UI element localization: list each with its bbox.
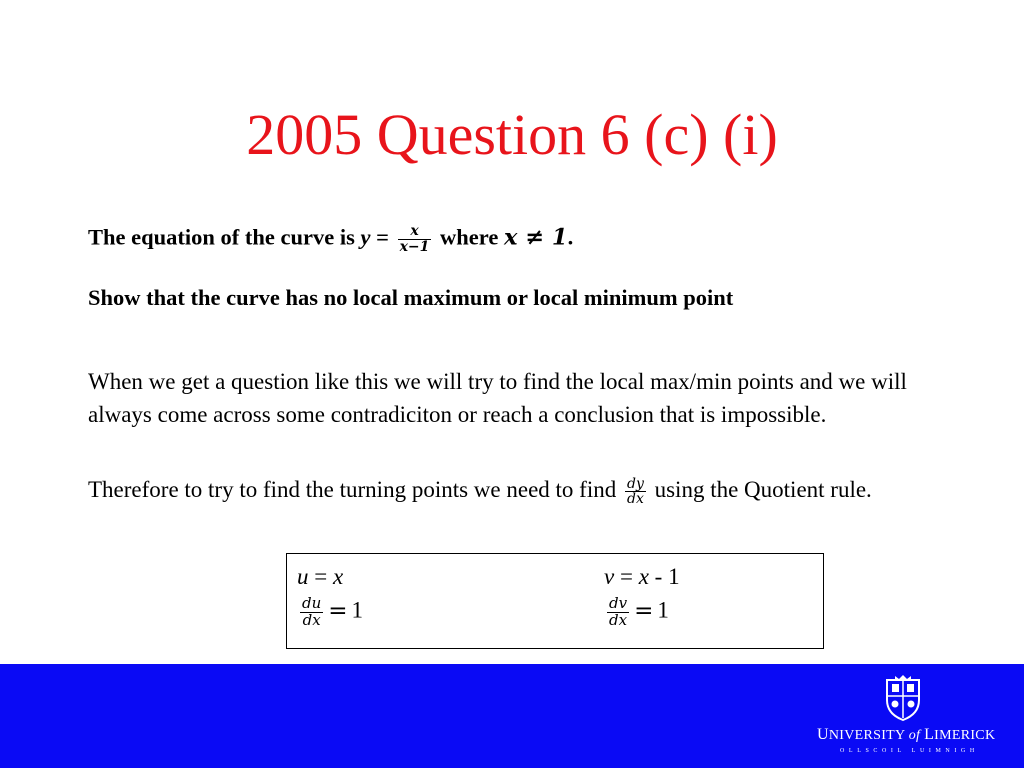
var-u: u: [297, 564, 309, 589]
footer-bar: [0, 664, 1024, 768]
fraction-du-dx: [300, 596, 323, 629]
fraction-denominator: dx: [626, 491, 644, 508]
logo-of: of: [908, 728, 921, 743]
question-prefix: The equation of the curve is: [88, 224, 361, 250]
paragraph2-after: using the Quotient rule.: [648, 477, 872, 502]
slide-title: 2005 Question 6 (c) (i): [246, 102, 778, 167]
quotient-rule-paragraph: [88, 474, 938, 507]
period: .: [567, 224, 574, 250]
logo-word: NIVERSITY: [828, 728, 905, 743]
logo-letter: U: [817, 726, 829, 743]
university-irish-name: OLLSCOIL LUIMNIGH: [840, 748, 979, 754]
dv-dx-definition: [604, 596, 669, 629]
logo-word: IMERICK: [934, 728, 996, 743]
u-value: x: [332, 564, 344, 589]
equals-sign: =: [614, 564, 639, 589]
fraction-dv-dx: [607, 596, 629, 629]
fraction-dy-dx: [625, 477, 646, 507]
du-dx-value: 1: [351, 597, 364, 623]
v-rest: - 1: [648, 564, 680, 589]
equals-sign: =: [328, 597, 348, 624]
university-crest-icon: [881, 674, 925, 722]
fraction-denominator: x−1: [399, 238, 430, 255]
v-definition: [604, 564, 680, 590]
fraction-denominator: dx: [609, 610, 628, 629]
u-definition: [297, 564, 343, 590]
university-logo-text: [817, 726, 995, 744]
var-v: v: [604, 564, 615, 589]
explanation-paragraph: When we get a question like this we will try to find the local max/min points and we will always come across some contradiciton or reach a conclusion that is impossible.: [88, 369, 907, 427]
question-line-1: [88, 224, 573, 254]
condition-x-not-1: x ≠ 1: [503, 224, 568, 251]
equals-sign: =: [308, 564, 333, 589]
var-y: y: [360, 224, 371, 250]
fraction-numerator: dy: [626, 475, 644, 492]
logo-letter: L: [924, 726, 935, 743]
fraction-x-over-x-minus-1: [398, 224, 432, 254]
var-x: x: [638, 564, 649, 589]
fraction-numerator: x: [398, 224, 432, 240]
paragraph2-before: Therefore to try to find the turning points we need to find: [88, 477, 622, 502]
quotient-rule-box: [286, 553, 824, 649]
fraction-numerator: du: [302, 594, 322, 612]
fraction-denominator: dx: [302, 610, 321, 629]
du-dx-definition: [297, 596, 363, 629]
equals-sign: =: [634, 597, 654, 624]
fraction-numerator: dv: [609, 594, 628, 612]
dv-dx-value: 1: [657, 597, 669, 623]
where-text: where: [434, 224, 504, 250]
question-line-2: Show that the curve has no local maximum or local minimum point: [88, 285, 734, 310]
equals-sign: =: [370, 224, 395, 250]
